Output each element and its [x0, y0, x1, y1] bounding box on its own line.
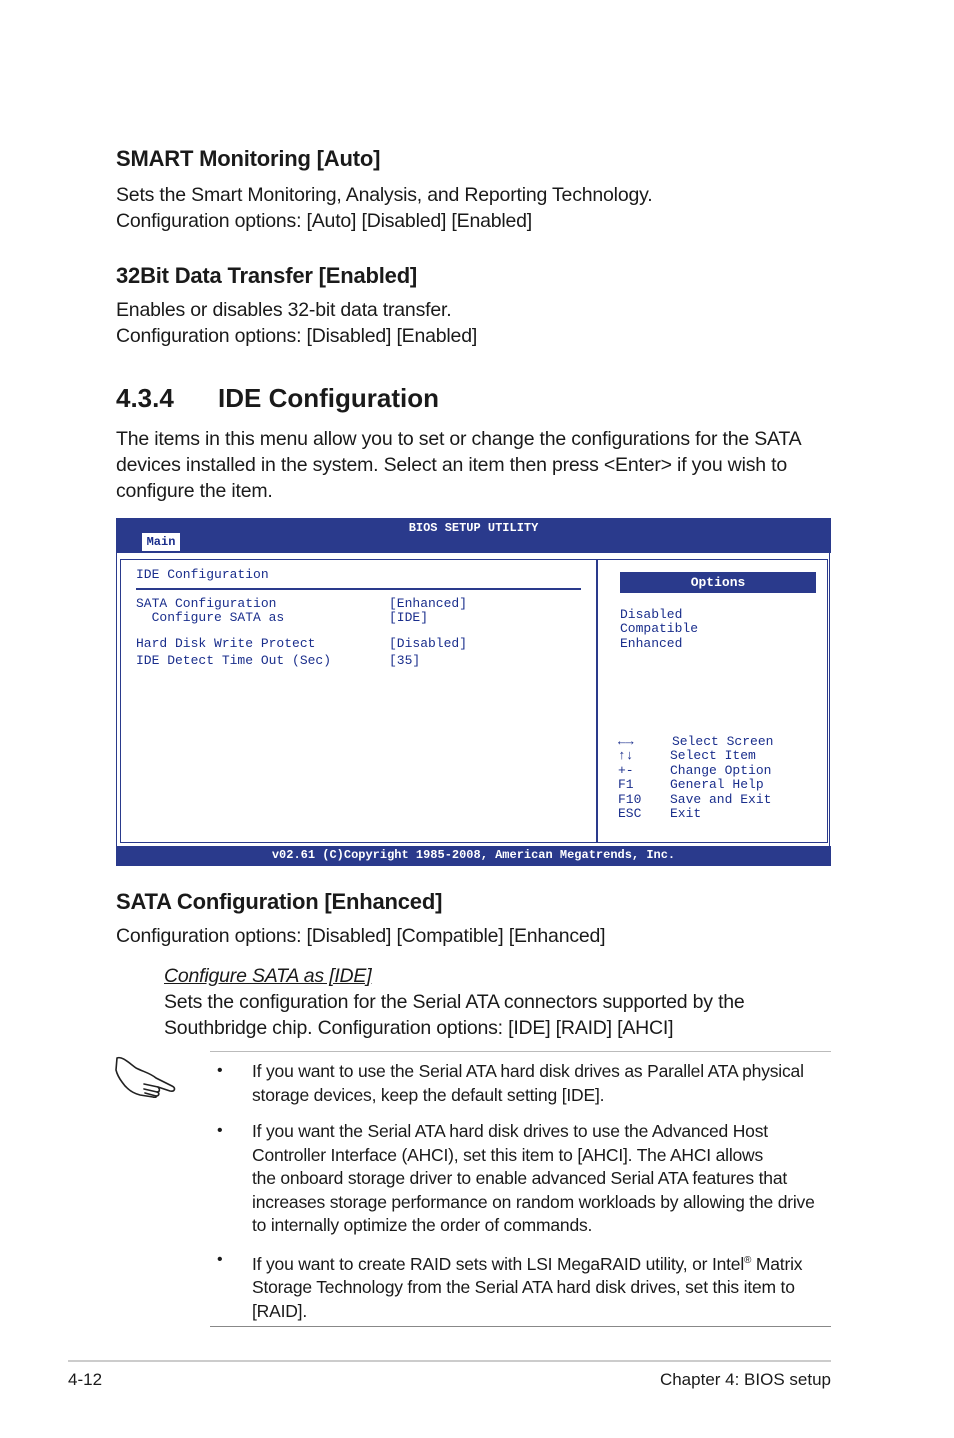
note-item-2: If you want the Serial ATA hard disk drives to use the Advanced Host Controller Interface (AHCI), set this item to [AHCI]. The AHCI allows the onboard storage driver to enable advanced Serial ATA features that increases storage performance on random workloads by allowing the drive to internally optimize the order of commands.	[252, 1121, 815, 1235]
bios-key-f1: F1	[618, 777, 634, 792]
hand-pointer-icon	[114, 1052, 178, 1098]
bios-screenshot	[116, 518, 831, 866]
bios-panel-divider	[136, 588, 581, 590]
bios-key-action-change-option: Change Option	[670, 763, 772, 778]
bios-key-action-select-screen: Select Screen	[672, 734, 774, 749]
note-bullet-1: •	[217, 1062, 223, 1079]
bios-key-arrows-lr: ←→	[618, 734, 634, 749]
bios-key-action-general-help: General Help	[670, 777, 764, 792]
section-title: IDE Configuration	[218, 383, 439, 413]
bios-option-disabled[interactable]: Disabled	[620, 607, 683, 622]
bios-value-write-protect[interactable]: [Disabled]	[389, 636, 468, 651]
bios-key-action-save-exit: Save and Exit	[670, 792, 772, 807]
bios-options-header: Options	[620, 572, 816, 593]
bios-key-arrows-ud: ↑↓	[618, 748, 634, 763]
section-intro: The items in this menu allow you to set or change the configurations for the SATA devices installed in the system. Select an item then press <Enter> if you wish to configure the item.	[116, 428, 802, 502]
bios-option-compatible[interactable]: Compatible	[620, 621, 699, 636]
bios-title: BIOS SETUP UTILITY	[408, 521, 539, 535]
smart-description: Sets the Smart Monitoring, Analysis, and Reporting Technology. Configuration options: [Auto] [Disabled] [Enabled]	[116, 184, 653, 232]
bios-key-plus-minus: +-	[618, 763, 634, 778]
bios-copyright: v02.61 (C)Copyright 1985-2008, American Megatrends, Inc.	[271, 848, 676, 862]
note-item-1: If you want to use the Serial ATA hard disk drives as Parallel ATA physical storage devices, keep the default setting [IDE].	[252, 1061, 804, 1105]
footer-rule	[68, 1360, 831, 1362]
bit32-heading: 32Bit Data Transfer [Enabled]	[116, 263, 418, 288]
bit32-description: Enables or disables 32-bit data transfer. Configuration options: [Disabled] [Enabled]	[116, 299, 478, 347]
bios-footer-bar	[116, 846, 831, 866]
note-item-3: If you want to create RAID sets with LSI MegaRAID utility, or Intel® Matrix Storage Technology from the Serial ATA hard disk drives, set this item to [RAID].	[252, 1253, 803, 1321]
bios-key-action-exit: Exit	[670, 806, 702, 821]
bios-item-sata-config[interactable]: SATA Configuration	[136, 596, 277, 611]
tab-main[interactable]: Main	[142, 533, 180, 551]
page-number: 4-12	[68, 1370, 103, 1389]
chapter-label: Chapter 4: BIOS setup	[659, 1370, 831, 1389]
bios-key-action-select-item: Select Item	[670, 748, 756, 763]
bios-item-configure-sata[interactable]: Configure SATA as	[136, 610, 285, 625]
note-top-rule	[210, 1051, 831, 1052]
bios-item-write-protect[interactable]: Hard Disk Write Protect	[136, 636, 316, 651]
bios-title-bar	[116, 518, 831, 553]
bios-value-configure-sata[interactable]: [IDE]	[389, 610, 429, 625]
smart-heading: SMART Monitoring [Auto]	[116, 146, 381, 171]
note-bullet-2: •	[217, 1122, 223, 1139]
configure-sata-heading: Configure SATA as [IDE]	[164, 965, 372, 987]
sata-options: Configuration options: [Disabled] [Compatible] [Enhanced]	[116, 925, 606, 947]
section-number: 4.3.4	[116, 383, 174, 413]
sata-heading: SATA Configuration [Enhanced]	[116, 889, 443, 914]
bios-panel-title: IDE Configuration	[136, 567, 269, 582]
bios-value-sata-config[interactable]: [Enhanced]	[389, 596, 468, 611]
bios-option-enhanced[interactable]: Enhanced	[620, 636, 683, 651]
bios-item-detect-timeout[interactable]: IDE Detect Time Out (Sec)	[136, 653, 332, 668]
configure-sata-description: Sets the configuration for the Serial ATA connectors supported by the Southbridge chip. Configuration options: [IDE] [RAID] [AHCI]	[164, 991, 745, 1039]
bios-key-f10: F10	[618, 792, 642, 807]
note-bottom-rule	[210, 1326, 831, 1327]
bios-value-detect-timeout[interactable]: [35]	[389, 653, 421, 668]
note-bullet-3: •	[217, 1251, 223, 1268]
bios-key-esc: ESC	[618, 806, 642, 821]
